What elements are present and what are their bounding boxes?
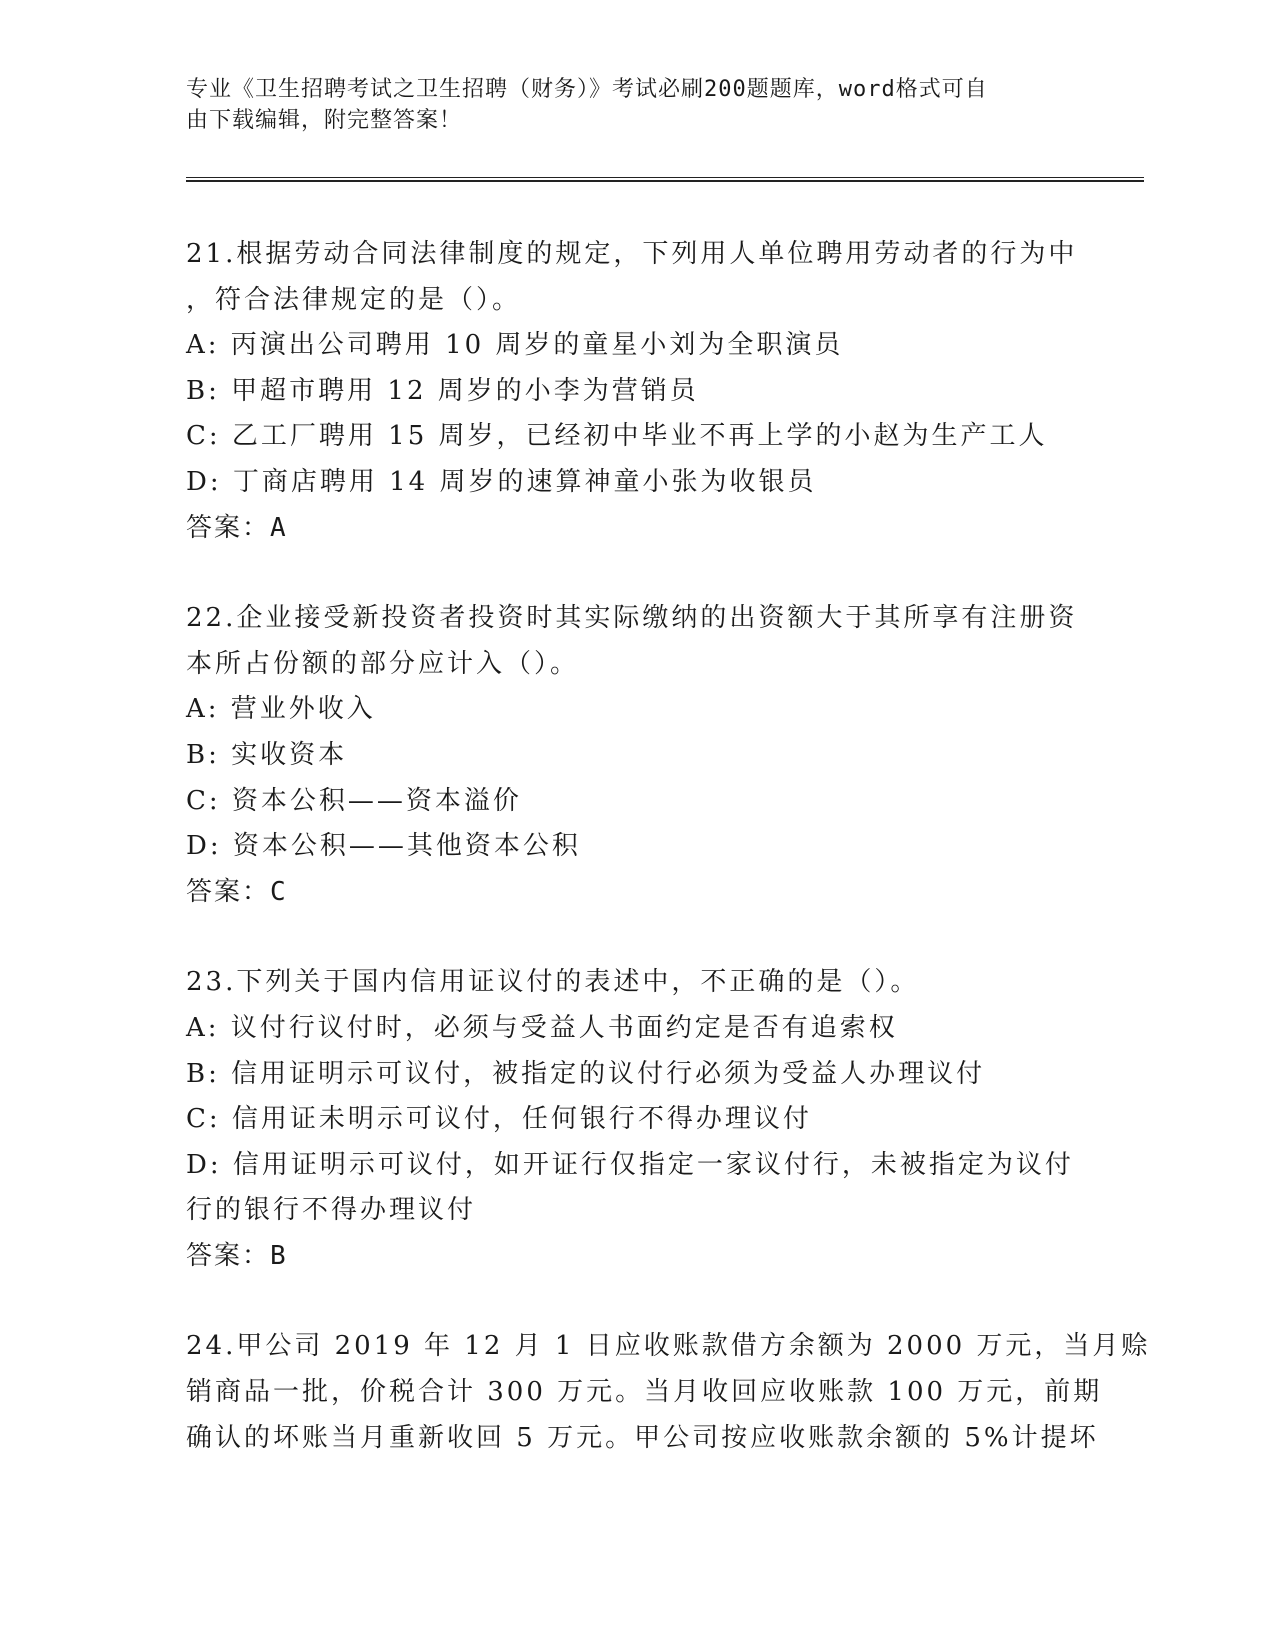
option-a: A: 营业外收入	[186, 694, 376, 725]
question-text-line: 22.企业接受新投资者投资时其实际缴纳的出资额大于其所享有注册资	[186, 603, 1078, 634]
header-divider-thick	[186, 180, 1144, 182]
option-b: B: 实收资本	[186, 739, 348, 770]
header-line-1: 专业《卫生招聘考试之卫生招聘（财务）》考试必刷200题题库，word格式可自	[186, 77, 988, 102]
option-b: B: 甲超市聘用 12 周岁的小李为营销员	[186, 375, 699, 406]
answer-label: 答案：	[186, 1240, 271, 1271]
question-text-line: 21.根据劳动合同法律制度的规定，下列用人单位聘用劳动者的行为中	[186, 239, 1078, 269]
option-d: D: 资本公积——其他资本公积	[186, 831, 581, 862]
option-c: C: 信用证未明示可议付，任何银行不得办理议付	[186, 1104, 812, 1135]
question-text-line: 确认的坏账当月重新收回 5 万元。甲公司按应收账款余额的 5%计提坏	[186, 1422, 1099, 1453]
header-divider-thin	[186, 177, 1144, 178]
option-c: C: 资本公积——资本溢价	[186, 785, 522, 816]
question-text-line: 23.下列关于国内信用证议付的表述中，不正确的是（）。	[186, 967, 920, 998]
answer-label: 答案：	[186, 512, 271, 543]
question-21	[186, 232, 1086, 551]
question-24	[186, 1324, 1151, 1461]
answer-line	[186, 870, 1086, 916]
option-c: C: 乙工厂聘用 15 周岁，已经初中毕业不再上学的小赵为生产工人	[186, 421, 1048, 452]
option-d: D: 信用证明示可议付，如开证行仅指定一家议付行，未被指定为议付	[186, 1149, 1074, 1180]
question-text-line: ，符合法律规定的是（）。	[186, 284, 522, 315]
header-line-2: 由下载编辑，附完整答案！	[186, 108, 463, 133]
option-d-continued: 行的银行不得办理议付	[186, 1195, 477, 1226]
document-header	[186, 74, 1066, 136]
question-text-line: 本所占份额的部分应计入（）。	[186, 648, 580, 679]
option-a: A: 丙演出公司聘用 10 周岁的童星小刘为全职演员	[186, 330, 844, 361]
option-b: B: 信用证明示可议付，被指定的议付行必须为受益人办理议付	[186, 1058, 986, 1089]
option-a: A: 议付行议付时，必须与受益人书面约定是否有追索权	[186, 1012, 898, 1043]
answer-label: 答案：	[186, 876, 271, 907]
answer-value: C	[270, 876, 288, 907]
answer-line	[186, 506, 1086, 552]
question-text-line: 24.甲公司 2019 年 12 月 1 日应收账款借方余额为 2000 万元，当月赊	[186, 1331, 1151, 1362]
question-text-line: 销商品一批，价税合计 300 万元。当月收回应收账款 100 万元，前期	[186, 1377, 1103, 1408]
question-22	[186, 596, 1086, 915]
question-list	[186, 232, 1151, 1461]
option-d: D: 丁商店聘用 14 周岁的速算神童小张为收银员	[186, 466, 817, 497]
answer-line	[186, 1234, 1086, 1280]
question-23	[186, 960, 1086, 1279]
answer-value: A	[270, 512, 288, 543]
answer-value: B	[270, 1240, 288, 1271]
